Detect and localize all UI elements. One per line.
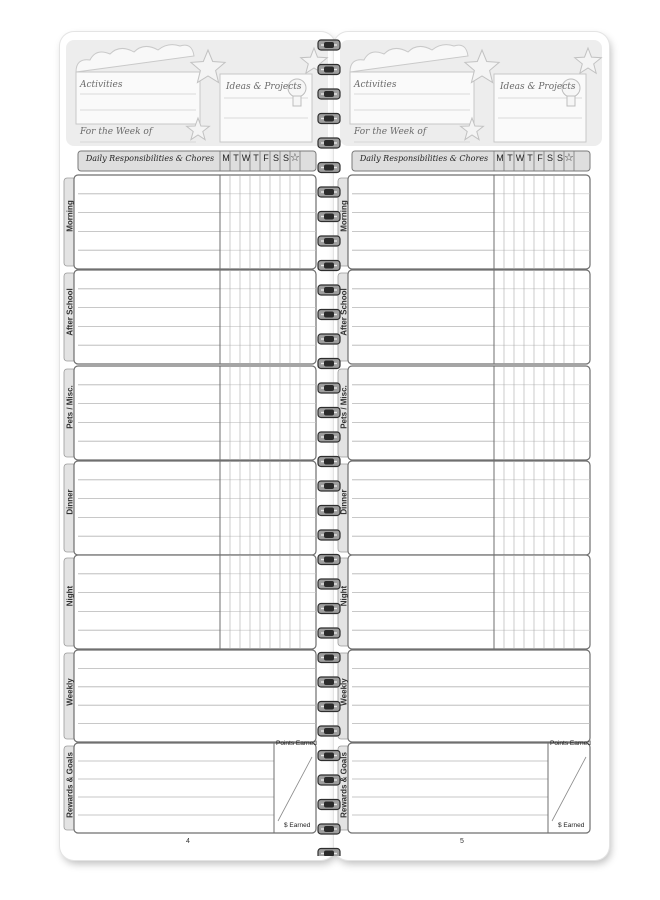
day-thu: T (527, 153, 533, 163)
week-of-label: For the Week of (80, 127, 153, 137)
planner-page-left (60, 32, 335, 860)
day-wed: W (241, 153, 251, 163)
day-mon: M (496, 153, 504, 163)
spiral-ring-core (324, 851, 334, 857)
day-sun: S (556, 153, 563, 163)
spiral-ring-core (324, 214, 334, 220)
day-fri: F (263, 153, 269, 163)
planner-page-right (334, 32, 609, 860)
spiral-ring-core (324, 336, 334, 342)
spiral-ring-core (324, 91, 334, 97)
spiral-ring-core (324, 434, 334, 440)
section-box (348, 743, 590, 833)
section-label-pets-misc: Pets / Misc. (339, 385, 349, 429)
day-thu: T (253, 153, 259, 163)
section-label-rewards-goals: Rewards & Goals (339, 752, 349, 818)
spiral-ring-core (324, 508, 334, 514)
chores-header: Daily Responsibilities & Chores (359, 154, 489, 163)
spiral-ring-core (324, 189, 334, 195)
spiral-ring-core (324, 361, 334, 367)
points-earned-label: Points Earned (276, 740, 317, 747)
spiral-ring-core (324, 42, 334, 48)
lightbulb-base (293, 96, 301, 106)
section-label-after-school: After School (339, 288, 349, 336)
spiral-ring-core (324, 238, 334, 244)
spiral-ring-core (324, 385, 334, 391)
spiral-ring-core (324, 679, 334, 685)
section-label-night: Night (65, 585, 75, 607)
spiral-ring-core (324, 802, 334, 808)
activities-label: Activities (80, 80, 123, 90)
section-label-after-school: After School (65, 288, 75, 336)
spiral-ring-core (324, 581, 334, 587)
section-label-night: Night (339, 585, 349, 607)
spiral-ring-core (324, 704, 334, 710)
spiral-ring-core (324, 116, 334, 122)
spiral-ring-core (324, 777, 334, 783)
star-icon: ☆ (564, 152, 574, 164)
day-fri: F (537, 153, 543, 163)
section-label-dinner: Dinner (339, 489, 349, 515)
day-tue: T (507, 153, 513, 163)
spiral-ring-core (324, 532, 334, 538)
spiral-ring-core (324, 557, 334, 563)
section-box (74, 743, 316, 833)
spiral-ring-core (324, 753, 334, 759)
spiral-ring-core (324, 728, 334, 734)
spiral-ring-core (324, 459, 334, 465)
week-of-label: For the Week of (354, 127, 427, 137)
spiral-ring-core (324, 67, 334, 73)
spiral-ring-core (324, 826, 334, 832)
section-label-weekly: Weekly (339, 678, 349, 706)
spiral-ring-core (324, 410, 334, 416)
section-label-weekly: Weekly (65, 678, 75, 706)
spiral-ring-core (324, 140, 334, 146)
section-box (348, 650, 590, 742)
day-sat: S (272, 153, 279, 163)
section-label-morning: Morning (65, 200, 75, 232)
spiral-ring-core (324, 630, 334, 636)
day-sun: S (282, 153, 289, 163)
day-wed: W (515, 153, 525, 163)
spiral-binding (312, 36, 348, 856)
day-sat: S (546, 153, 553, 163)
ideas-projects-label: Ideas & Projects (500, 82, 576, 92)
day-mon: M (222, 153, 230, 163)
spiral-ring-core (324, 263, 334, 269)
page-number: 5 (460, 838, 464, 845)
section-label-dinner: Dinner (65, 489, 75, 515)
activities-label: Activities (354, 80, 397, 90)
spiral-ring-core (324, 312, 334, 318)
spiral-ring-core (324, 165, 334, 171)
points-earned-label: Points Earned (550, 740, 591, 747)
spiral-ring-core (324, 287, 334, 293)
spiral-ring-core (324, 655, 334, 661)
star-icon: ☆ (290, 152, 300, 164)
lightbulb-base (567, 96, 575, 106)
section-label-rewards-goals: Rewards & Goals (65, 752, 75, 818)
section-label-morning: Morning (339, 200, 349, 232)
spiral-ring-core (324, 606, 334, 612)
section-box (74, 650, 316, 742)
section-label-pets-misc: Pets / Misc. (65, 385, 75, 429)
chores-header: Daily Responsibilities & Chores (85, 154, 215, 163)
day-tue: T (233, 153, 239, 163)
ideas-projects-label: Ideas & Projects (226, 82, 302, 92)
dollars-earned-label: $ Earned (558, 822, 585, 829)
spiral-ring-core (324, 483, 334, 489)
page-number: 4 (186, 838, 190, 845)
dollars-earned-label: $ Earned (284, 822, 311, 829)
